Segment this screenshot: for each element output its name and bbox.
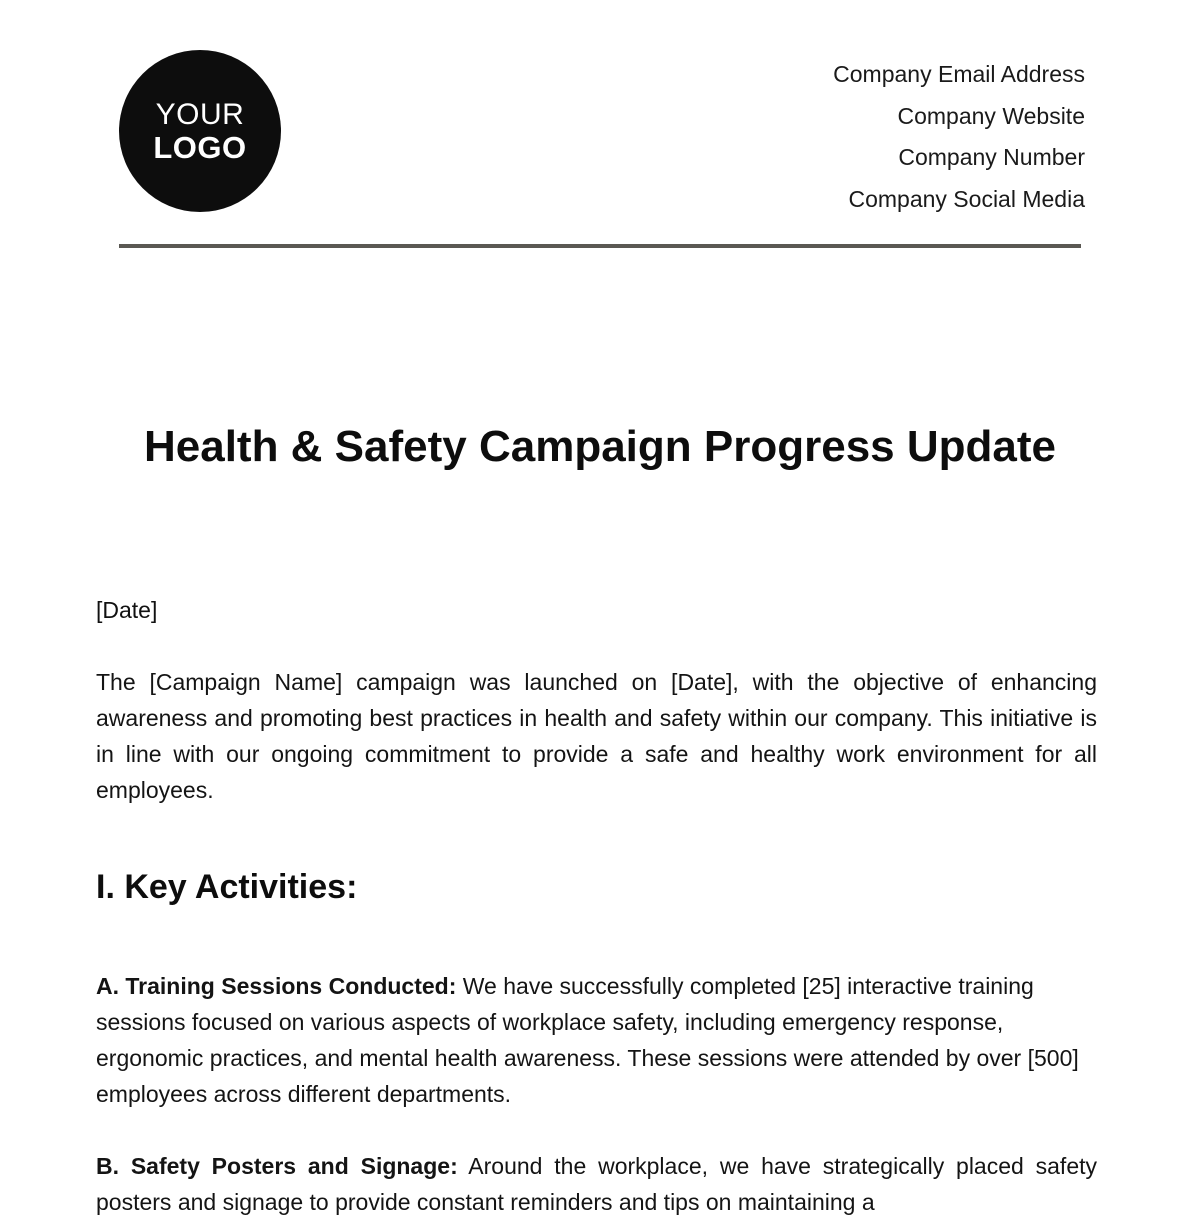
logo-text-line1: YOUR (155, 97, 245, 131)
section-heading-key-activities: I. Key Activities: (96, 868, 358, 906)
activity-item-training (96, 968, 1097, 1112)
company-social-media: Company Social Media (848, 185, 1085, 212)
header-divider (119, 244, 1081, 248)
logo-text-line2: LOGO (153, 129, 247, 165)
company-website: Company Website (897, 102, 1085, 129)
company-number: Company Number (898, 144, 1085, 170)
company-contact-block (833, 54, 1085, 220)
activity-item-label: A. Training Sessions Conducted: (96, 973, 457, 999)
activity-item-label: B. Safety Posters and Signage: (96, 1153, 458, 1179)
company-email: Company Email Address (833, 61, 1085, 87)
activity-item-text: We have successfully completed [25] interactive training sessions focused on various aspects of workplace safety, including emergency response, ergonomic practices, and mental health awareness. These sessions were attended by over [500] employees across different departments. (96, 973, 1079, 1107)
document-title: Health & Safety Campaign Progress Update (143, 422, 1056, 471)
activity-item-text: Around the workplace, we have strategically placed safety posters and signage to provide constant reminders and tips on maintaining a (96, 1153, 1098, 1215)
intro-paragraph: The [Campaign Name] campaign was launched on [Date], with the objective of enhancing awareness and promoting best practices in health and safety within our company. This initiative is in line with our ongoing commitment to provide a safe and healthy work environment for all employees. (96, 669, 1097, 803)
document-date: [Date] (96, 597, 158, 623)
activity-item-posters (96, 1148, 1097, 1220)
company-logo (119, 50, 281, 212)
